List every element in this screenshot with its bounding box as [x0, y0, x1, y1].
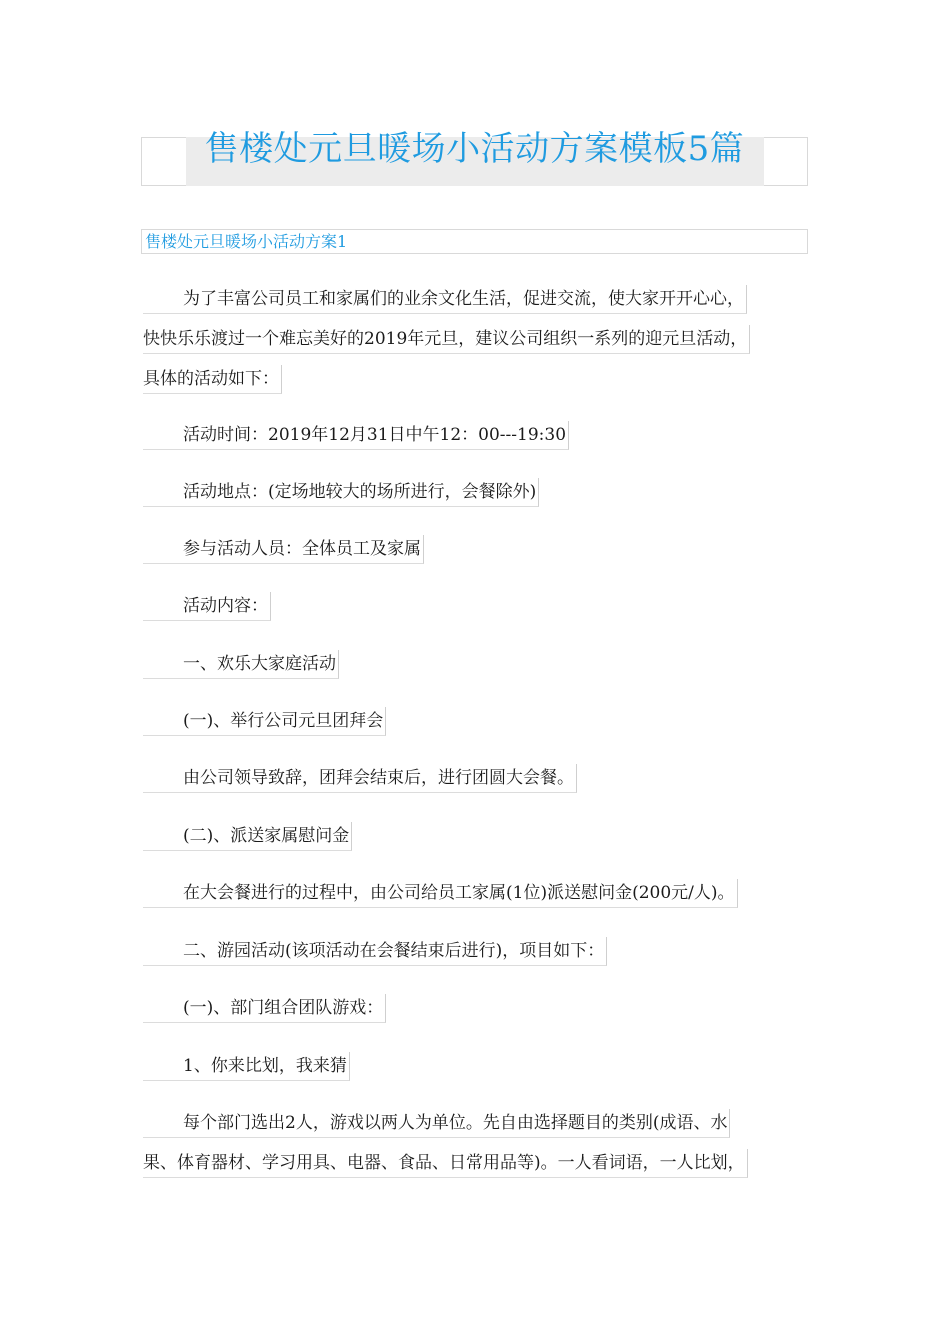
activity-participants: 参与活动人员：全体员工及家属: [183, 539, 421, 559]
page-title: 售楼处元旦暖场小活动方案模板5篇: [204, 129, 745, 169]
game-rules-paragraph: [143, 1109, 748, 1178]
paragraph-text: 果、体育器材、学习用具、电器、食品、日常用品等)。一人看词语，一人比划，: [143, 1153, 745, 1173]
activity-time: 活动时间：2019年12月31日中午12：00---19:30: [183, 425, 567, 445]
list-item: [143, 592, 271, 621]
subheading-condolence-money: (二)、派送家属慰问金: [183, 826, 350, 846]
paragraph-text: 具体的活动如下：: [143, 369, 279, 389]
game-title: 1、你来比划，我来猜: [183, 1056, 347, 1076]
paragraph-line: [143, 1109, 748, 1138]
subheading-team-games: (一)、部门组合团队游戏：: [183, 998, 384, 1018]
section-heading: 售楼处元旦暖场小活动方案1: [141, 229, 808, 254]
activity-location: 活动地点：(定场地较大的场所进行，会餐除外): [183, 482, 537, 502]
condolence-description: 在大会餐进行的过程中，由公司给员工家属(1位)派送慰问金(200元/人)。: [183, 883, 735, 903]
list-item: [143, 421, 569, 450]
list-item: [143, 994, 386, 1023]
paragraph-text: 快快乐乐渡过一个难忘美好的2019年元旦，建议公司组织一系列的迎元旦活动，: [143, 329, 748, 349]
paragraph-line: [143, 285, 750, 314]
subheading-family-activity: 一、欢乐大家庭活动: [183, 654, 336, 674]
intro-paragraph: [143, 285, 750, 394]
list-item: [143, 1052, 350, 1081]
subheading-garden-activity: 二、游园活动(该项活动在会餐结束后进行)，项目如下：: [183, 941, 605, 961]
list-item: [143, 937, 607, 966]
list-item: [143, 535, 424, 564]
paragraph-line: [143, 1149, 748, 1178]
list-item: [143, 478, 539, 507]
paragraph-text: 每个部门选出2人，游戏以两人为单位。先自由选择题目的类别(成语、水: [183, 1113, 728, 1133]
list-item: [143, 650, 339, 679]
activity-content-label: 活动内容：: [183, 596, 268, 616]
paragraph-text: 为了丰富公司员工和家属们的业余文化生活，促进交流，使大家开开心心，: [183, 289, 744, 309]
list-item: [143, 822, 352, 851]
meeting-description: 由公司领导致辞，团拜会结束后，进行团圆大会餐。: [183, 768, 574, 788]
list-item: [143, 764, 577, 793]
list-item: [143, 879, 738, 908]
list-item: [143, 707, 386, 736]
paragraph-line: [143, 365, 750, 394]
subheading-new-year-meeting: (一)、举行公司元旦团拜会: [183, 711, 384, 731]
paragraph-line: [143, 325, 750, 354]
